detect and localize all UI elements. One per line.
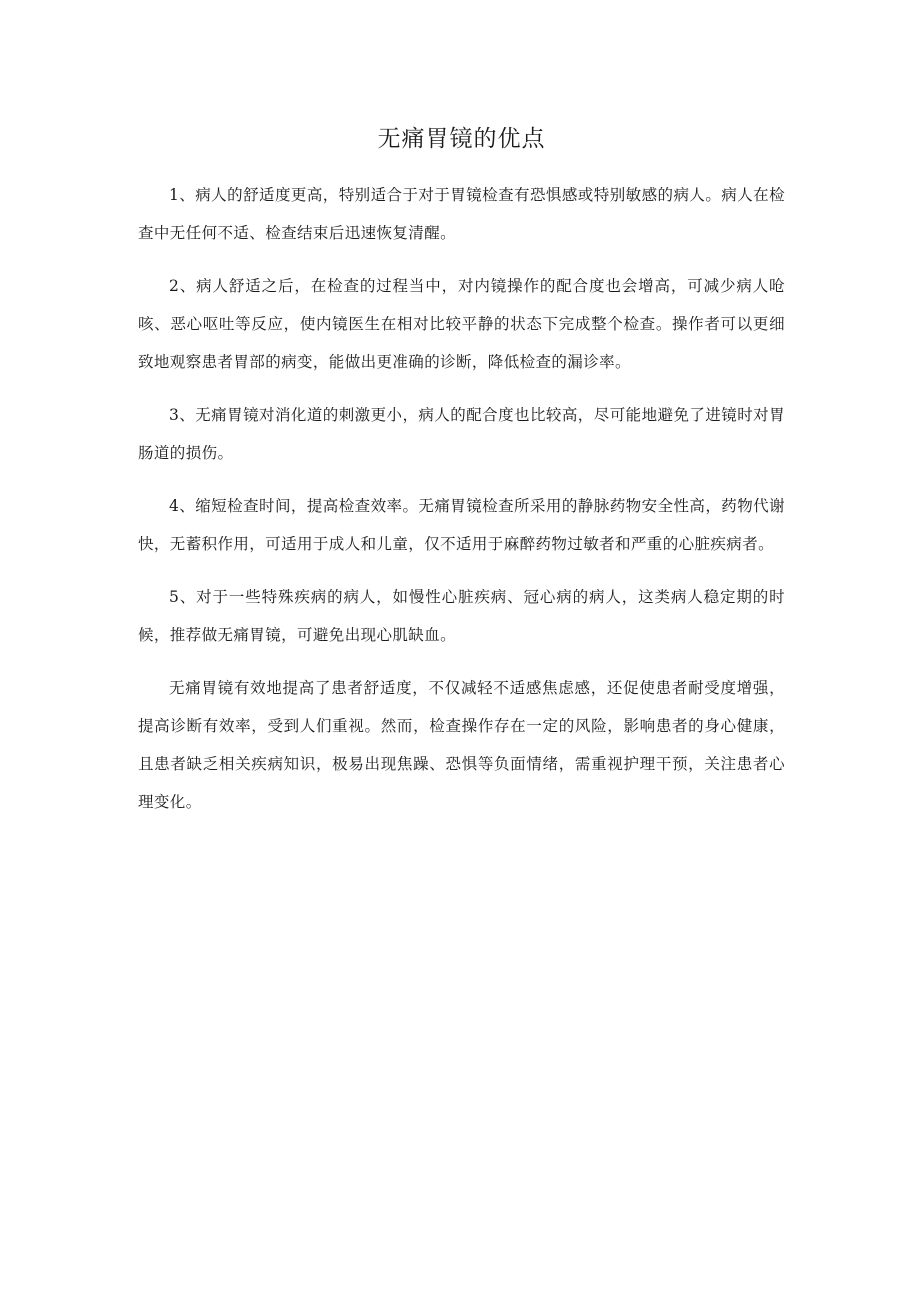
paragraph-advantage-3: 3、无痛胃镜对消化道的刺激更小，病人的配合度也比较高，尽可能地避免了进镜时对胃肠道的损伤。 (138, 406, 785, 462)
paragraph-advantage-2: 2、病人舒适之后，在检查的过程当中，对内镜操作的配合度也会增高，可减少病人呛咳、恶心呕吐等反应，使内镜医生在相对比较平静的状态下完成整个检查。操作者可以更细致地观察患者胃部的病变，能做出更准确的诊断，降低检查的漏诊率。 (138, 277, 785, 371)
paragraph-advantage-4: 4、缩短检查时间，提高检查效率。无痛胃镜检查所采用的静脉药物安全性高，药物代谢快，无蓄积作用，可适用于成人和儿童，仅不适用于麻醉药物过敏者和严重的心脏疾病者。 (138, 497, 785, 553)
paragraph-advantage-5: 5、对于一些特殊疾病的病人，如慢性心脏疾病、冠心病的病人，这类病人稳定期的时候，推荐做无痛胃镜，可避免出现心肌缺血。 (138, 588, 785, 644)
paragraph-advantage-1: 1、病人的舒适度更高，特别适合于对于胃镜检查有恐惧感或特别敏感的病人。病人在检查中无任何不适、检查结束后迅速恢复清醒。 (138, 186, 785, 242)
paragraph-summary: 无痛胃镜有效地提高了患者舒适度，不仅减轻不适感焦虑感，还促使患者耐受度增强，提高诊断有效率，受到人们重视。然而，检查操作存在一定的风险，影响患者的身心健康，且患者缺乏相关疾病知识，极易出现焦躁、恐惧等负面情绪，需重视护理干预，关注患者心理变化。 (138, 679, 785, 811)
document-title: 无痛胃镜的优点 (377, 126, 546, 152)
